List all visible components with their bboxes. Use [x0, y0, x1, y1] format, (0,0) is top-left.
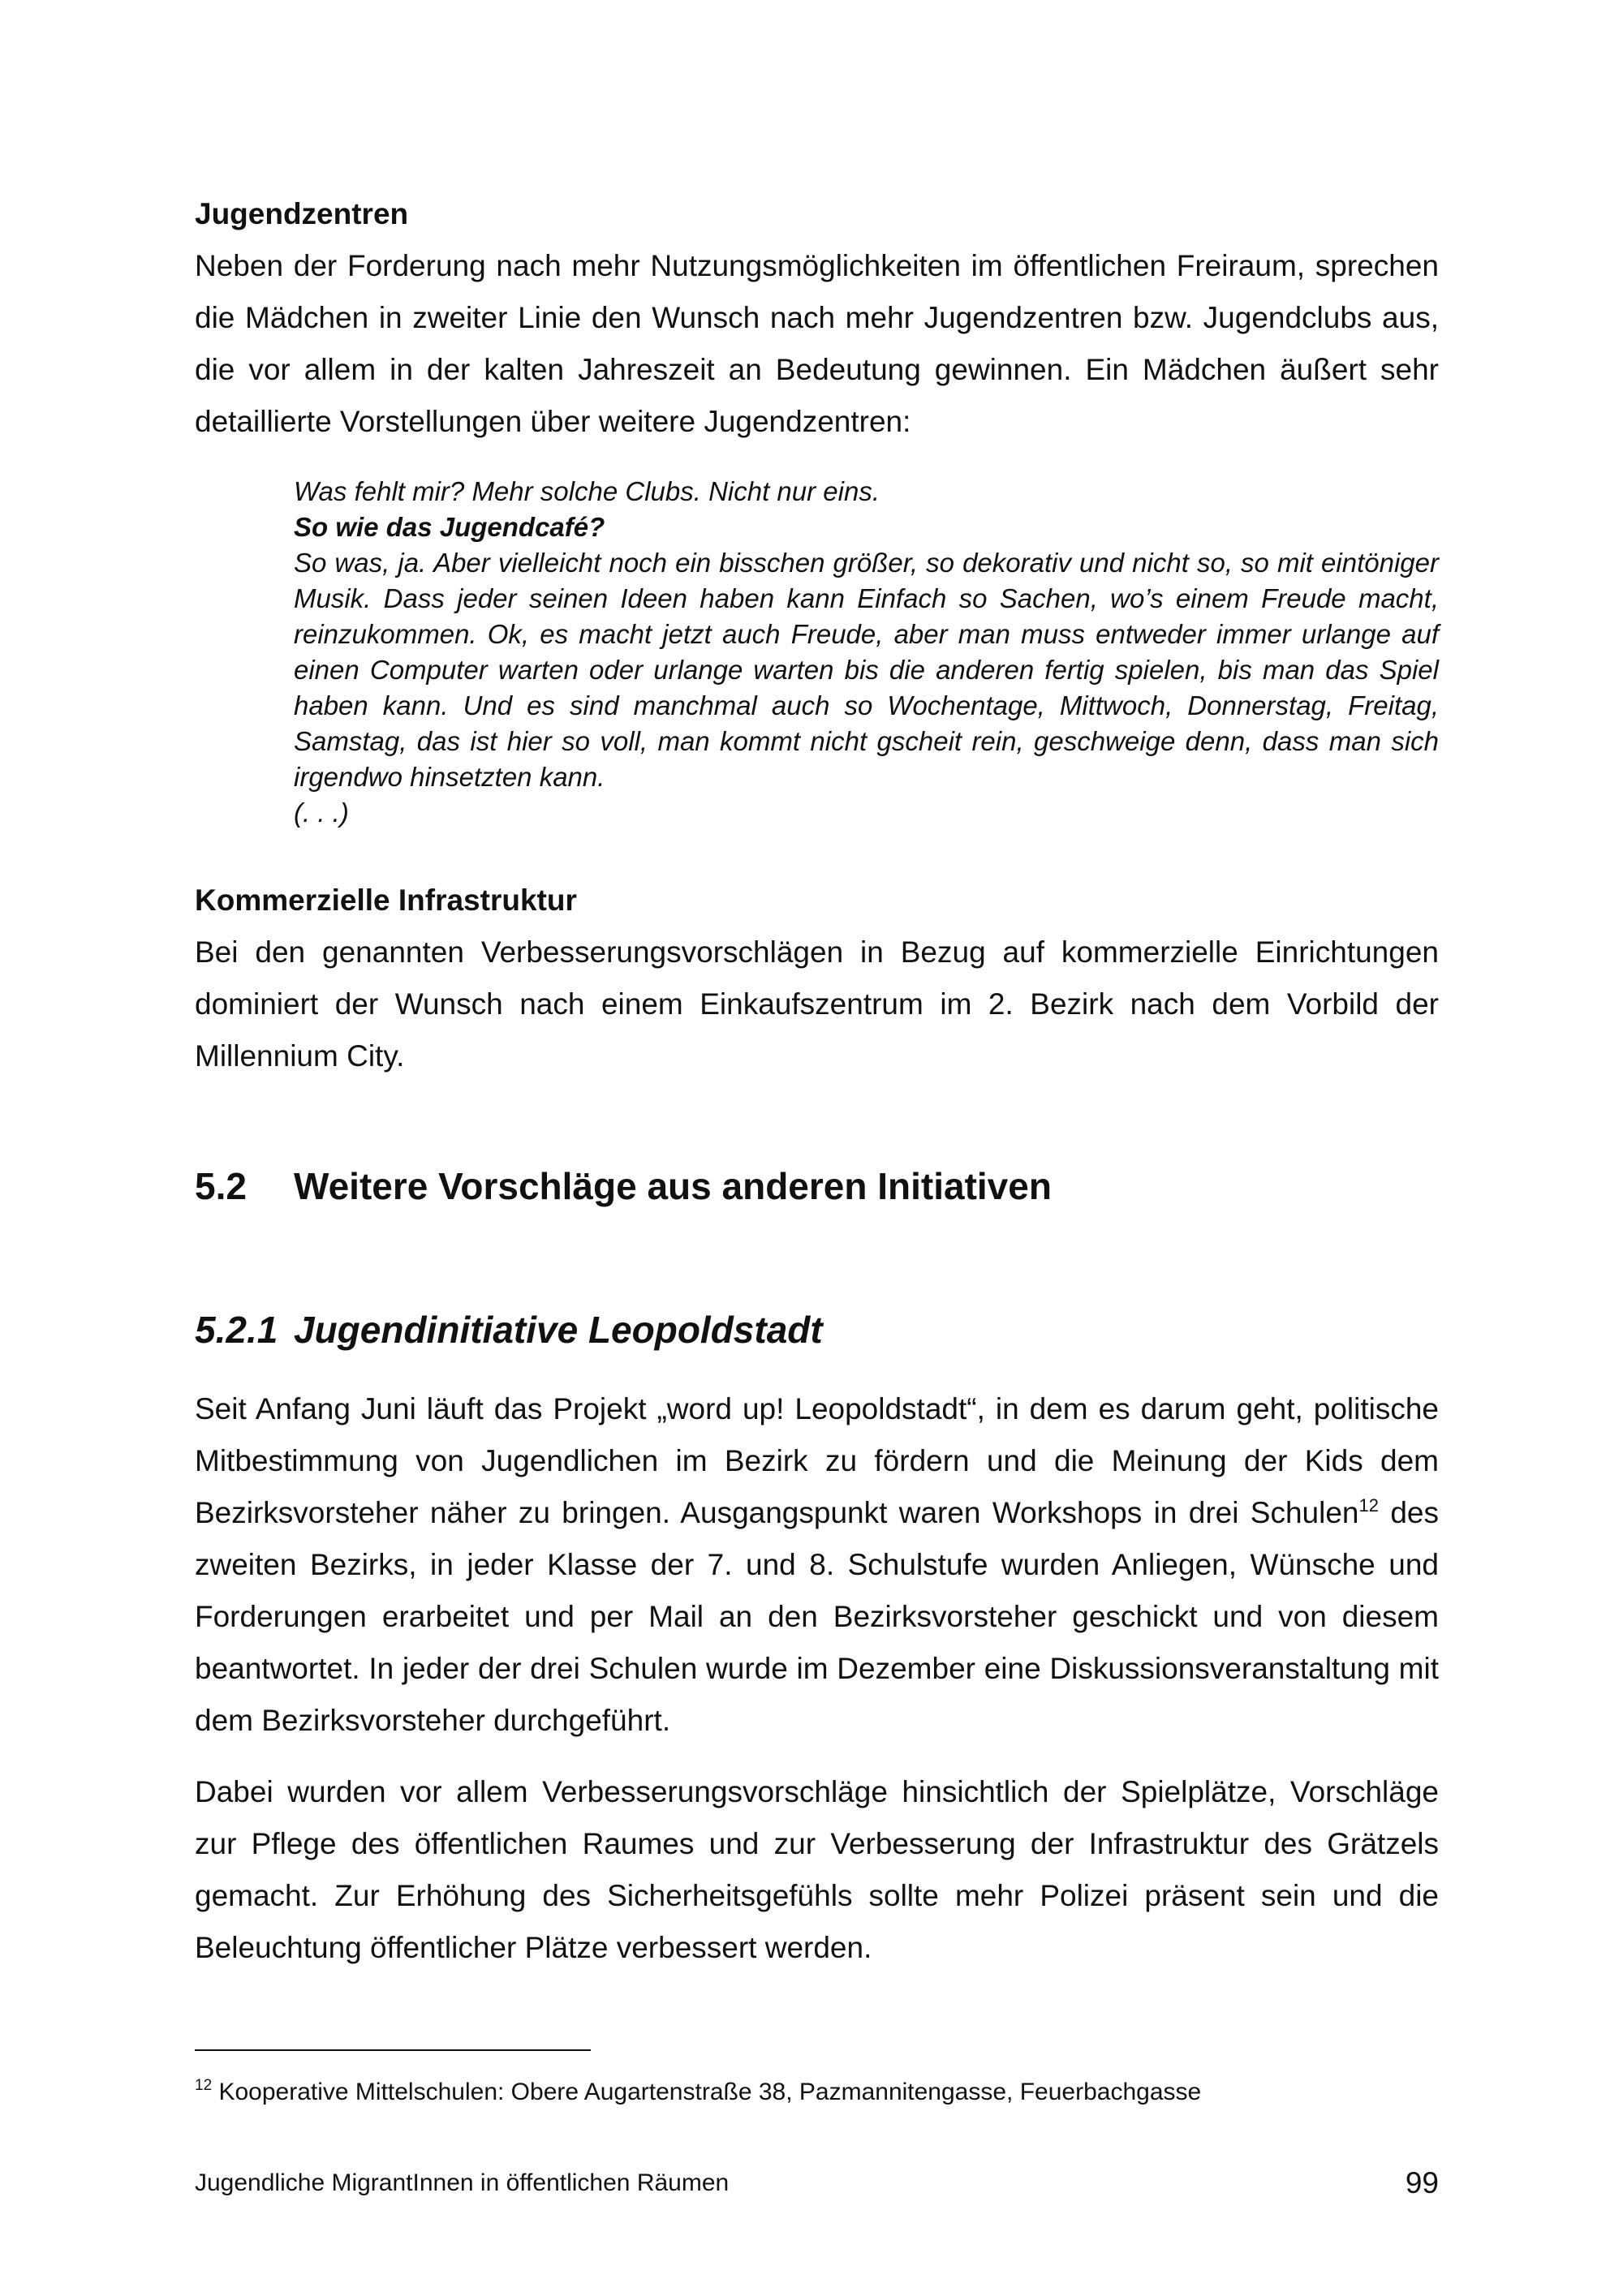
- footnote-text: Kooperative Mittelschulen: Obere Augartenstraße 38, Pazmannitengasse, Feuerbachgasse: [218, 2079, 1202, 2105]
- subsection-heading-5-2-1: [195, 1308, 823, 1352]
- footnote-divider: [195, 2049, 591, 2051]
- paragraph-word-up-part-2: des zweiten Bezirks, in jeder Klasse der 7. und 8. Schulstufe wurden Anliegen, Wünsche und Forderungen erarbeitet und per Mail an den Bezirksvorsteher geschickt und von diesem beantwortet. In jeder der drei Schulen wurde im Dezember eine Diskussionsveranstaltung mit dem Bezirksvorsteher durchgeführt.: [195, 1496, 1440, 1737]
- section-number: 5.2: [195, 1165, 247, 1207]
- paragraph-word-up-part-1: Seit Anfang Juni läuft das Projekt „word up! Leopoldstadt“, in dem es darum geht, politische Mitbestimmung von Jugendlichen im Bezirk zu fördern und die Meinung der Kids dem Bezirksvorsteher näher zu bringen. Ausgangspunkt waren Workshops in drei Schulen: [195, 1392, 1439, 1529]
- section-title: Weitere Vorschläge aus anderen Initiativen: [294, 1165, 1052, 1207]
- heading-kommerzielle-infrastruktur: Kommerzielle Infrastruktur: [195, 884, 577, 917]
- paragraph-word-up: [195, 1383, 1439, 1747]
- footnote: [195, 2079, 1201, 2106]
- heading-jugendzentren: Jugendzentren: [195, 197, 409, 230]
- paragraph-verbesserungsvorschlaege: Dabei wurden vor allem Verbesserungsvorschläge hinsichtlich der Spielplätze, Vorschläge zur Pflege des öffentlichen Raumes und zur Verbesserung der Infrastruktur des Grätzels gemacht. Zur Erhöhung des Sicherheitsgefühls sollte mehr Polizei präsent sein und die Beleuchtung öffentlicher Plätze verbessert werden.: [195, 1775, 1439, 1964]
- interview-quote: [294, 474, 1439, 831]
- subsection-title: Jugendinitiative Leopoldstadt: [294, 1309, 823, 1351]
- subsection-number: 5.2.1: [195, 1309, 278, 1351]
- quote-line-1: Was fehlt mir? Mehr solche Clubs. Nicht nur eins.: [294, 476, 880, 506]
- quote-answer: So was, ja. Aber vielleicht noch ein bisschen größer, so dekorativ und nicht so, so mit eintöniger Musik. Dass jeder seinen Ideen haben kann Einfach so Sachen, wo’s einem Freude macht, reinzukommen. Ok, es macht jetzt auch Freude, aber man muss entweder immer urlange auf einen Computer warten oder urlange warten bis die anderen fertig spielen, bis man das Spiel haben kann. Und es sind manchmal auch so Wochentage, Mittwoch, Donnerstag, Freitag, Samstag, das ist hier so voll, man kommt nicht gscheit rein, geschweige denn, dass man sich irgendwo hinsetzten kann.: [294, 548, 1439, 792]
- footnote-number: 12: [195, 2077, 213, 2094]
- quote-ellipsis: (. . .): [294, 798, 349, 828]
- section-heading-5-2: [195, 1164, 1052, 1208]
- paragraph-jugendzentren: Neben der Forderung nach mehr Nutzungsmöglichkeiten im öffentlichen Freiraum, sprechen die Mädchen in zweiter Linie den Wunsch nach mehr Jugendzentren bzw. Jugendclubs aus, die vor allem in der kalten Jahreszeit an Bedeutung gewinnen. Ein Mädchen äußert sehr detaillierte Vorstellungen über weitere Jugendzentren:: [195, 249, 1439, 438]
- paragraph-kommerzielle-infrastruktur: Bei den genannten Verbesserungsvorschlägen in Bezug auf kommerzielle Einrichtungen dominiert der Wunsch nach einem Einkaufszentrum im 2. Bezirk nach dem Vorbild der Millennium City.: [195, 935, 1439, 1073]
- quote-question: So wie das Jugendcafé?: [294, 512, 605, 542]
- footnote-reference[interactable]: 12: [1358, 1495, 1379, 1516]
- running-footer-title: Jugendliche MigrantInnen in öffentlichen Räumen: [195, 2169, 730, 2196]
- page-number: 99: [1405, 2166, 1439, 2199]
